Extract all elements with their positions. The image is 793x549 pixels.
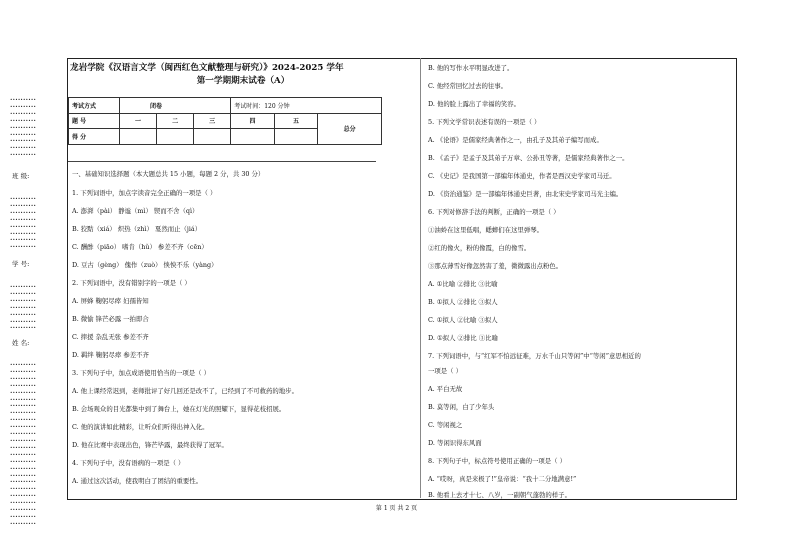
binding-dots-mid2: •••••••••• •••••••••• •••••••••• •••••••••• •••••••••• •••••••••• •••••••••• — [10, 284, 37, 331]
option-line: D. 豆古（gèng） 傀作（zuò） 怏怏不乐（yàng） — [72, 261, 218, 269]
option-line: A. 平白无故 — [428, 385, 463, 393]
option-line: B. 他的写作水平明显改进了。 — [428, 64, 514, 72]
option-line: A. 通过这次活动，使我明白了团结的重要性。 — [72, 477, 203, 485]
option-line: B. 狡黠（xiá） 炽热（zhì） 戛然而止（jiá） — [72, 225, 202, 233]
statement-line: ①油蛉在这里低唱，蟋蟀们在这里弹琴。 — [428, 226, 544, 234]
exam-mode-value: 闭卷 — [120, 98, 231, 114]
question-line: 6. 下列对修辞手法的判断，正确的一项是（ ） — [428, 208, 560, 216]
option-line: B. 他看上去才十七、八岁，一副朝气蓬勃的样子。 — [428, 491, 571, 499]
option-line: D. 等闲识得东风面 — [428, 439, 482, 447]
exam-mode-label: 考试方式 — [69, 98, 120, 114]
total-label: 总分 — [318, 113, 382, 144]
score-label: 得 分 — [69, 129, 120, 145]
student-id-label: 学 号: — [12, 260, 30, 268]
option-line: B. 会场观众的目光都集中到了舞台上，她在灯光的照耀下，显得花枝招展。 — [72, 405, 286, 413]
column-divider — [420, 58, 421, 498]
option-line: B. ①拟人 ②排比 ③拟人 — [428, 298, 498, 306]
question-line: 7. 下列词语中，与“红军不怕远征难，万水千山只等闲”中“等闲”意思相近的 — [428, 352, 641, 360]
name-label: 姓 名: — [12, 339, 30, 347]
option-line: A. ①比喻 ②排比 ③比喻 — [428, 280, 498, 288]
option-line: C. 酬酢（piāo） 嗜肯（hǔ） 参差不齐（cēn） — [72, 243, 208, 251]
part-5: 五 — [274, 113, 318, 129]
score-table — [68, 97, 382, 145]
exam-title — [68, 62, 418, 88]
option-line: A. 《论语》是儒家经典著作之一，由孔子及其弟子编写而成。 — [428, 136, 603, 144]
option-line: D. 羁绊 鞠躬尽瘁 参差不齐 — [72, 351, 149, 359]
question-line: 3. 下列句子中，加点成语使用恰当的一项是（ ） — [72, 369, 210, 377]
option-line: C. 等闲视之 — [428, 421, 463, 429]
score-cell-3[interactable] — [194, 129, 231, 145]
binding-dots-top: •••••••••• •••••••••• •••••••••• •••••••••• •••••••••• •••••••••• •••••••••• •••••••••• •••••••••• — [10, 97, 37, 158]
option-line: C. 摔援 杂乱无张 参差不齐 — [72, 333, 149, 341]
option-line: D. ①拟人 ②排比 ③比喻 — [428, 334, 498, 342]
question-line: 4. 下列句子中，没有语病的一项是（ ） — [72, 459, 185, 467]
option-line: A. 他上课经常迟到，老师批评了好几回还是改不了，已经到了不可救药的地步。 — [72, 387, 298, 395]
question-line: 8. 下列句子中，标点符号使用正确的一项是（ ） — [428, 457, 566, 465]
question-line: 2. 下列词语中，没有错别字的一项是（ ） — [72, 279, 191, 287]
title-line-2: 第一学期期末试卷（A） — [196, 76, 290, 86]
class-label: 班 级: — [12, 172, 30, 180]
page-number: 第 1 页 共 2 页 — [375, 505, 418, 512]
binding-dots-mid1: •••••••••• •••••••••• •••••••••• •••••••••• •••••••••• •••••••••• •••••••••• •••••••••• — [10, 196, 37, 250]
question-line: 1. 下列词语中，加点字读音完全正确的一项是（ ） — [72, 189, 217, 197]
question-line: 5. 下列文学常识表述有误的一项是（ ） — [428, 118, 541, 126]
binding-dots-bottom: •••••••••• •••••••••• •••••••••• •••••••••• •••••••••• •••••••••• •••••••••• •••••••••• •••••••••• •••••••••• •••••••••• •••••••••• •••••••••• •••••••••• •••••••••• •••••••••• •••••••••• •••••••••• •••••••••• •••••••••• •••••••••• •••••••••• •••••••••• •••••••••• — [10, 362, 37, 526]
title-line-1: 龙岩学院《汉语言文学（闽西红色文献整理与研究）》2024-2025 学年 — [70, 63, 344, 73]
part-1: 一 — [120, 113, 157, 129]
statement-line: ③那点薄雪好像忽然害了羞，微微露出点粉色。 — [428, 262, 563, 270]
option-line: C. 他的演讲如此精彩，让听众们听得出神入化。 — [72, 423, 209, 431]
statement-line: ②红的像火，粉的像霞，白的像雪。 — [428, 244, 531, 252]
score-cell-1[interactable] — [120, 129, 157, 145]
option-line: C. ①拟人 ②比喻 ③拟人 — [428, 316, 498, 324]
option-line: C. 他经常回忆过去的往事。 — [428, 82, 508, 90]
binding-margin — [0, 0, 60, 549]
score-cell-5[interactable] — [274, 129, 318, 145]
option-line: D. 他的脸上露出了幸福的笑容。 — [428, 100, 521, 108]
question-line-cont: 一项是（ ） — [428, 367, 462, 375]
exam-time: 考试时间：120 分钟 — [231, 98, 382, 114]
option-line: D. 他在比赛中表现出色，锋芒毕露，最终获得了冠军。 — [72, 441, 228, 449]
option-line: B. 微愉 锋芒必露 一拍即合 — [72, 315, 149, 323]
score-cell-4[interactable] — [231, 129, 275, 145]
option-line: A. 屏蜂 鞠躬尽瘁 妇孺皆知 — [72, 297, 149, 305]
section-rule — [68, 161, 376, 162]
question-no-label: 题 号 — [69, 113, 120, 129]
part-3: 三 — [194, 113, 231, 129]
section-heading: 一、基础知识选择题（本大题总共 15 小题，每题 2 分，共 30 分） — [72, 170, 265, 178]
option-line: B. 莫等闲，白了少年头 — [428, 403, 495, 411]
part-2: 二 — [157, 113, 194, 129]
option-line: A. 澎湃（pài） 静谧（mì） 锲而不舍（qì） — [72, 207, 199, 215]
option-line: A. “哎呀，真是来极了!”皇帝说：“我十二分地满意!” — [428, 475, 577, 483]
score-cell-2[interactable] — [157, 129, 194, 145]
option-line: D. 《资治通鉴》是一部编年体通史巨著，由北宋史学家司马光主编。 — [428, 190, 623, 198]
option-line: B. 《孟子》是孟子及其弟子万章、公孙丑等著，是儒家经典著作之一。 — [428, 154, 629, 162]
part-4: 四 — [231, 113, 275, 129]
option-line: C. 《史记》是我国第一部编年体通史，作者是西汉史学家司马迁。 — [428, 172, 616, 180]
